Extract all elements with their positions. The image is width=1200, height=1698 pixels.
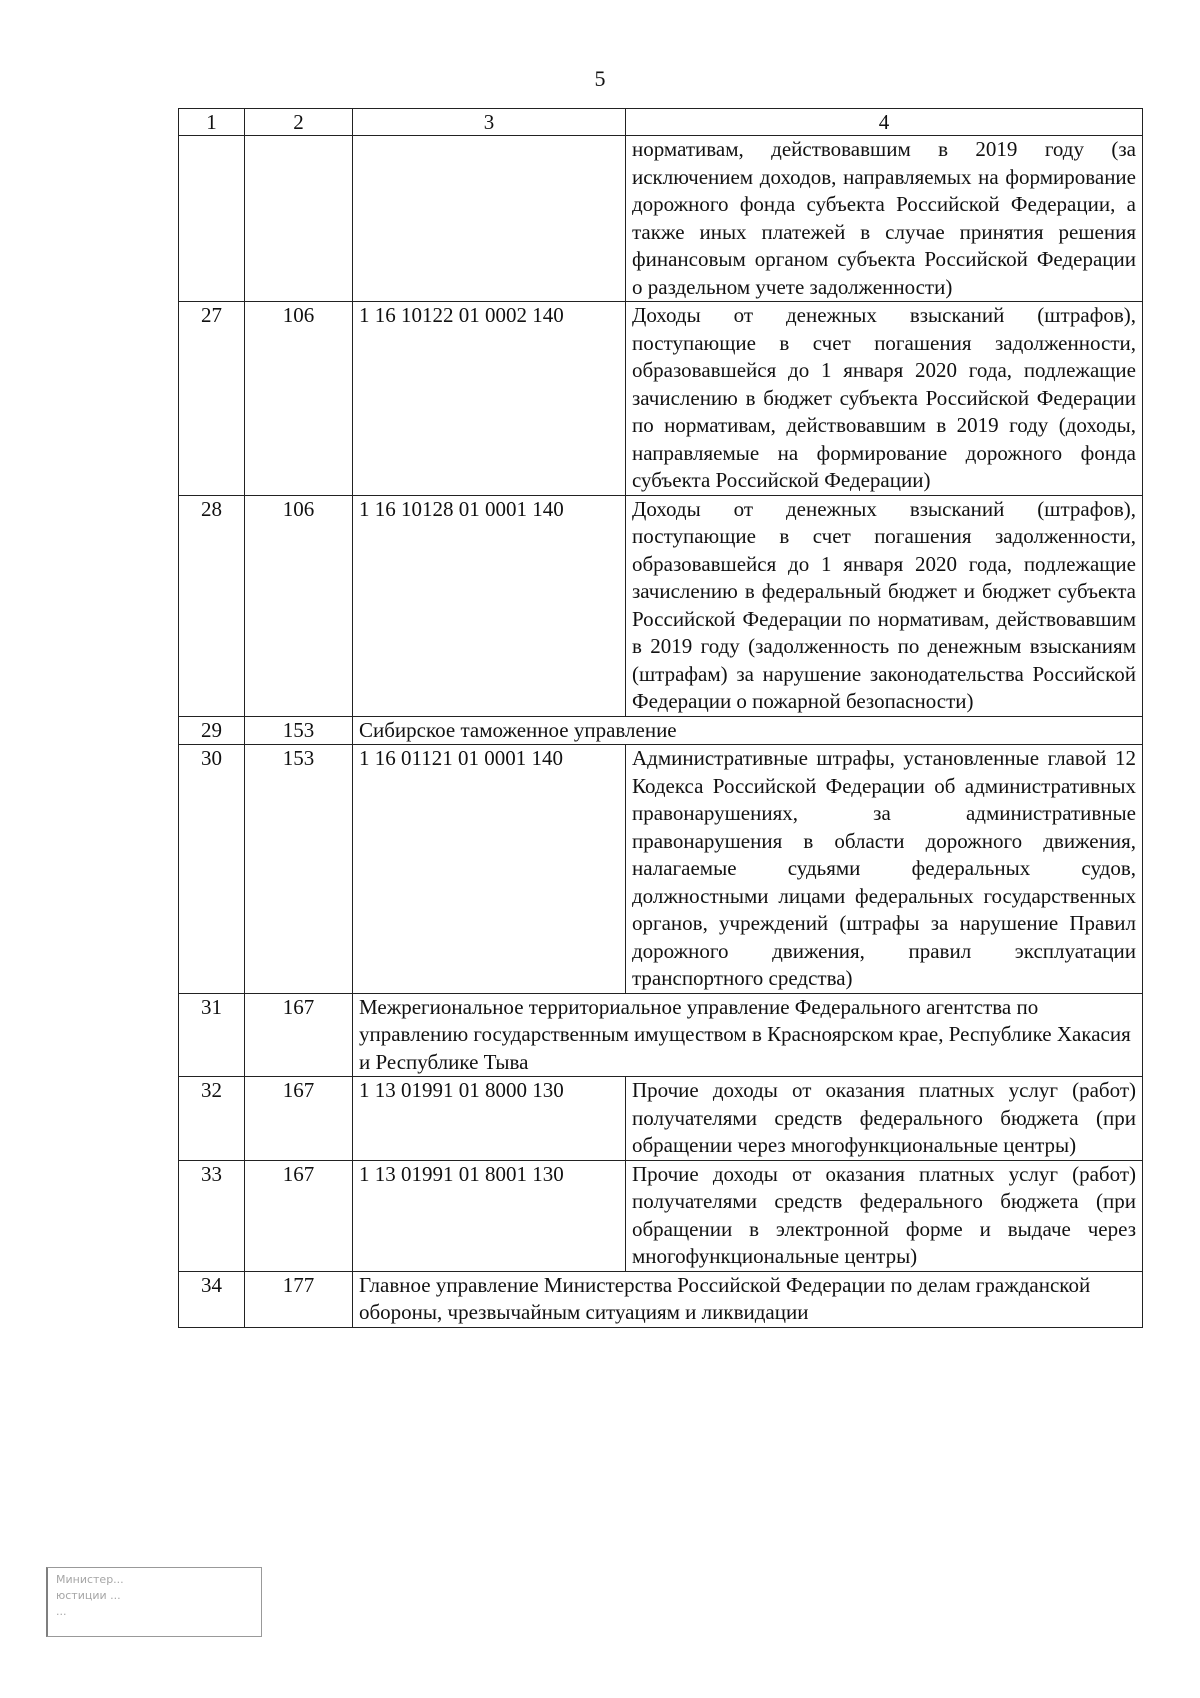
admin-code: 167 — [245, 1160, 353, 1271]
table-row — [179, 1077, 1143, 1161]
income-description: Административные штрафы, установленные главой 12 Кодекса Российской Федерации об административных правонарушениях, за административные правонарушения в области дорожного движения, налагаемые судьями федеральных судов, должностными лицами федеральных государственных органов, учреждений (штрафы за нарушение Правил дорожного движения, правил эксплуатации транспортного средства) — [626, 745, 1143, 994]
column-header-1: 1 — [179, 109, 245, 136]
stamp-line: ... — [56, 1605, 67, 1618]
page-number: 5 — [594, 66, 606, 91]
budget-classification-code: 1 16 01121 01 0001 140 — [353, 745, 626, 994]
admin-code: 177 — [245, 1271, 353, 1327]
column-header-4: 4 — [626, 109, 1143, 136]
row-number — [179, 136, 245, 302]
row-number: 27 — [179, 302, 245, 496]
table-header-row — [179, 109, 1143, 136]
row-number: 30 — [179, 745, 245, 994]
row-number: 28 — [179, 495, 245, 716]
table-row — [179, 1160, 1143, 1271]
income-description: Доходы от денежных взысканий (штрафов), поступающие в счет погашения задолженности, образовавшейся до 1 января 2020 года, подлежащие зачислению в федеральный бюджет и бюджет субъекта Российской Федерации по нормативам, действовавшим в 2019 году (задолженность по денежным взысканиям (штрафам) за нарушение законодательства Российской Федерации о пожарной безопасности) — [626, 495, 1143, 716]
column-header-2: 2 — [245, 109, 353, 136]
budget-classification-code — [353, 136, 626, 302]
row-number: 31 — [179, 993, 245, 1077]
stamp-line: юстиции ... — [56, 1589, 121, 1602]
budget-classification-code: 1 16 10128 01 0001 140 — [353, 495, 626, 716]
row-number: 32 — [179, 1077, 245, 1161]
administrator-name: Сибирское таможенное управление — [353, 716, 1143, 745]
table-row — [179, 716, 1143, 745]
stamp-line: Министер... — [56, 1573, 124, 1586]
administrator-name: Главное управление Министерства Российской Федерации по делам гражданской обороны, чрезвычайным ситуациям и ликвидации — [353, 1271, 1143, 1327]
income-description: Прочие доходы от оказания платных услуг (работ) получателями средств федерального бюджета (при обращении в электронной форме и выдаче через многофункциональные центры) — [626, 1160, 1143, 1271]
administrator-name: Межрегиональное территориальное управление Федерального агентства по управлению государственным имуществом в Красноярском крае, Республике Хакасия и Республике Тыва — [353, 993, 1143, 1077]
table-row — [179, 745, 1143, 994]
admin-code: 106 — [245, 302, 353, 496]
table-row — [179, 993, 1143, 1077]
table-row — [179, 495, 1143, 716]
income-codes-table — [178, 108, 1143, 1328]
admin-code: 167 — [245, 1077, 353, 1161]
table-row — [179, 136, 1143, 302]
admin-code — [245, 136, 353, 302]
admin-code: 153 — [245, 716, 353, 745]
admin-code: 106 — [245, 495, 353, 716]
admin-code: 153 — [245, 745, 353, 994]
budget-classification-code: 1 13 01991 01 8000 130 — [353, 1077, 626, 1161]
column-header-3: 3 — [353, 109, 626, 136]
row-number: 34 — [179, 1271, 245, 1327]
income-description: Доходы от денежных взысканий (штрафов), поступающие в счет погашения задолженности, образовавшейся до 1 января 2020 года, подлежащие зачислению в бюджет субъекта Российской Федерации по нормативам, действовавшим в 2019 году (доходы, направляемые на формирование дорожного фонда субъекта Российской Федерации) — [626, 302, 1143, 496]
table-row — [179, 302, 1143, 496]
budget-classification-code: 1 16 10122 01 0002 140 — [353, 302, 626, 496]
registration-stamp — [46, 1567, 262, 1637]
income-description: Прочие доходы от оказания платных услуг (работ) получателями средств федерального бюджета (при обращении через многофункциональные центры) — [626, 1077, 1143, 1161]
budget-classification-code: 1 13 01991 01 8001 130 — [353, 1160, 626, 1271]
row-number: 33 — [179, 1160, 245, 1271]
row-number: 29 — [179, 716, 245, 745]
table-row — [179, 1271, 1143, 1327]
income-description: нормативам, действовавшим в 2019 году (за исключением доходов, направляемых на формирование дорожного фонда субъекта Российской Федерации, а также иных платежей в случае принятия решения финансовым органом субъекта Российской Федерации о раздельном учете задолженности) — [626, 136, 1143, 302]
admin-code: 167 — [245, 993, 353, 1077]
